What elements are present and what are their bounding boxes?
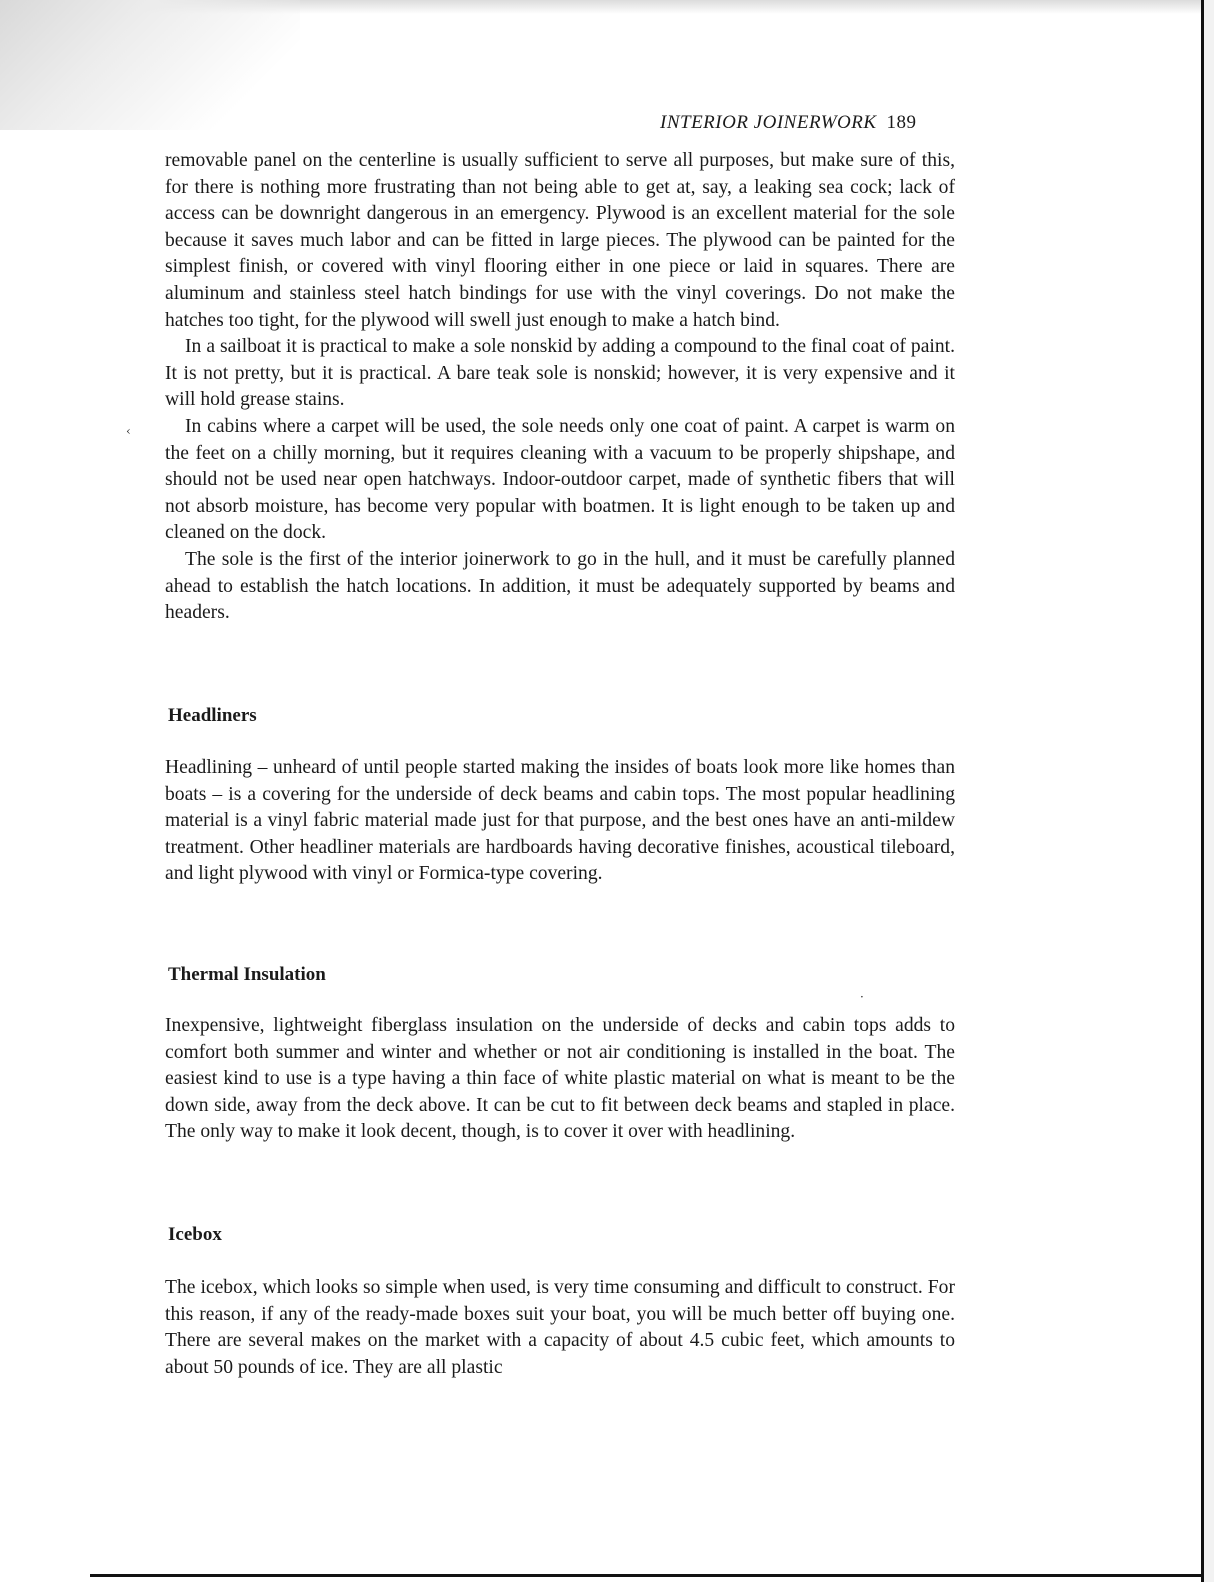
paragraph: In cabins where a carpet will be used, the sole needs only one coat of paint. A carpet is warm on the feet on a chilly morning, but it requires cleaning with a vacuum to be properly shipshape, and should not be used near open hatchways. Indoor-outdoor carpet, made of synthetic fibers that will not absorb moisture, has become very popular with boatmen. It is light enough to be taken up and cleaned on the dock. bbox=[165, 415, 955, 544]
page-edge-bottom bbox=[90, 1574, 1201, 1577]
paragraph: removable panel on the centerline is usually sufficient to serve all purposes, but make sure of this, for there is nothing more frustrating than not being able to get at, say, a leaking sea cock; lack of access can be downright dangerous in an emergency. Plywood is an excellent material for the sole because it saves much labor and can be fitted in large pieces. The plywood can be painted for the simplest finish, or covered with vinyl flooring either in one piece or laid in squares. There are aluminum and stainless steel hatch bindings for use with the vinyl coverings. Do not make the hatches too tight, for the plywood will swell just enough to make a hatch bind. bbox=[165, 150, 955, 331]
scan-margin-right bbox=[1204, 0, 1214, 1582]
headliners-section bbox=[165, 755, 955, 888]
heading-thermal-insulation: Thermal Insulation bbox=[168, 964, 326, 985]
scan-speck-left: ‹ bbox=[126, 424, 131, 438]
heading-headliners: Headliners bbox=[168, 705, 257, 726]
running-head-title: INTERIOR JOINERWORK bbox=[660, 112, 877, 133]
scan-speck-right: · bbox=[860, 990, 864, 1004]
scan-shadow-corner bbox=[0, 0, 300, 130]
paragraph: In a sailboat it is practical to make a sole nonskid by adding a compound to the final coat of paint. It is not pretty, but it is practical. A bare teak sole is nonskid; however, it is very expensive and it will hold grease stains. bbox=[165, 336, 955, 411]
paragraph: Headlining – unheard of until people started making the insides of boats look more like homes than boats – is a covering for the underside of deck beams and cabin tops. The most popular headlining material is a vinyl fabric material made just for that purpose, and the best ones have an anti-mildew treatment. Other headliner materials are hardboards having decorative finishes, acoustical tileboard, and light plywood with vinyl or Formica-type covering. bbox=[165, 757, 955, 885]
thermal-insulation-section bbox=[165, 1013, 955, 1146]
icebox-section bbox=[165, 1275, 955, 1381]
paragraph: Inexpensive, lightweight fiberglass insulation on the underside of decks and cabin tops adds to comfort both summer and winter and whether or not air conditioning is installed in the boat. The easiest kind to use is a type having a thin face of white plastic material on what is meant to be the down side, away from the deck above. It can be cut to fit between deck beams and stapled in place. The only way to make it look decent, though, is to cover it over with headlining. bbox=[165, 1015, 955, 1143]
paragraph: The sole is the first of the interior joinerwork to go in the hull, and it must be carefully planned ahead to establish the hatch locations. In addition, it must be adequately supported by beams and headers. bbox=[165, 548, 955, 624]
heading-icebox: Icebox bbox=[168, 1224, 222, 1245]
intro-section bbox=[165, 148, 955, 627]
page-number: 189 bbox=[886, 112, 917, 133]
paragraph: The icebox, which looks so simple when used, is very time consuming and difficult to construct. For this reason, if any of the ready-made boxes suit your boat, you will be much better off buying one. There are several makes on the market with a capacity of about 4.5 cubic feet, which amounts to about 50 pounds of ice. They are all plastic bbox=[165, 1277, 955, 1378]
running-head bbox=[660, 112, 960, 134]
